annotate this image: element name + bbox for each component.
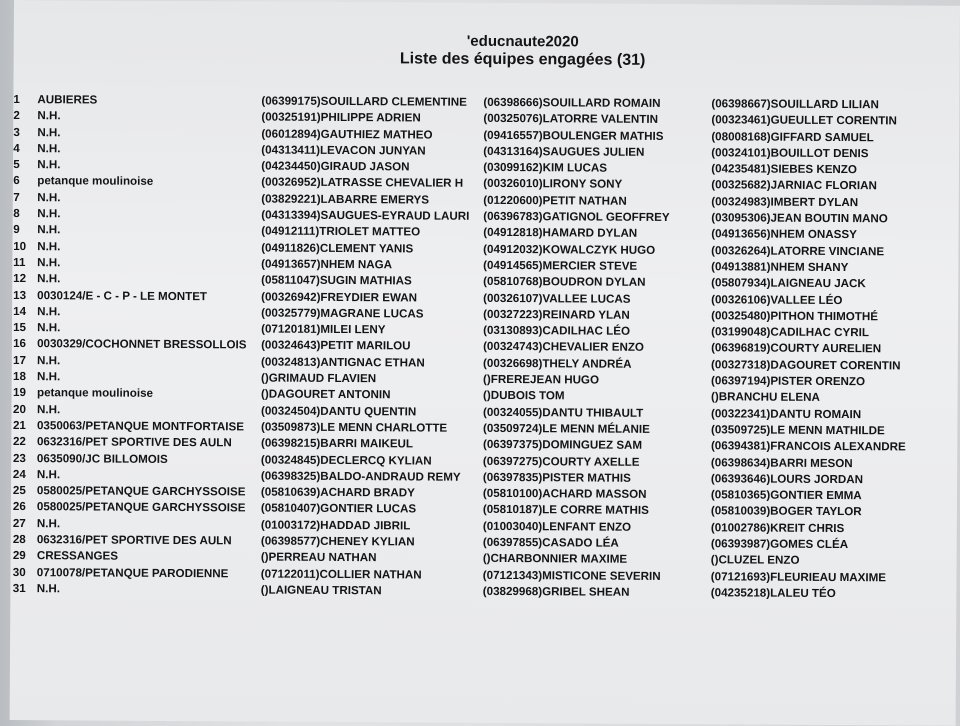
player-2: (07121343)MISTICONE SEVERIN: [482, 568, 661, 583]
player-1: ()PERREAU NATHAN: [260, 550, 377, 565]
team-number: 18: [13, 370, 27, 384]
team-number: 24: [12, 467, 26, 481]
team-number: 14: [13, 304, 27, 318]
team-number: 15: [13, 321, 27, 335]
club-name: N.H.: [36, 582, 61, 596]
player-1: (05810407)GONTIER LUCAS: [260, 501, 417, 516]
player-2: (06397855)CASADO LÉA: [482, 535, 619, 550]
player-2: (03130893)CADILHAC LÉO: [483, 324, 631, 338]
player-1: (04234450)GIRAUD JASON: [261, 159, 410, 174]
club-name: AUBIERES: [37, 93, 98, 107]
club-name: N.H.: [37, 353, 61, 368]
player-3: (00324983)IMBERT DYLAN: [711, 195, 859, 209]
team-number: 5: [13, 158, 20, 172]
player-1: (03829221)LABARRE EMERYS: [261, 192, 430, 207]
player-2: (00326698)THELY ANDRÉA: [483, 356, 632, 371]
team-number: 6: [13, 174, 20, 188]
player-1: (00326952)LATRASSE CHEVALIER H: [261, 175, 464, 191]
club-name: N.H.: [37, 158, 61, 172]
player-2: (00326010)LIRONY SONY: [483, 177, 623, 192]
team-number: 23: [12, 451, 26, 465]
player-1: (04912111)TRIOLET MATTEO: [261, 224, 421, 239]
team-number: 30: [12, 565, 26, 579]
player-1: (07122011)COLLIER NATHAN: [260, 567, 422, 582]
player-1: (05811047)SUGIN MATHIAS: [261, 273, 412, 288]
player-1: (05810639)ACHARD BRADY: [260, 485, 415, 500]
player-2: (03829968)GRIBEL SHEAN: [482, 584, 630, 599]
club-name: N.H.: [36, 402, 61, 416]
document-title: 'educnaute2020: [466, 32, 579, 51]
player-3: (06398634)BARRI MESON: [710, 455, 853, 470]
player-1: (06012894)GAUTHIEZ MATHEO: [261, 127, 433, 142]
player-2: (06397275)COURTY AXELLE: [482, 454, 640, 469]
player-1: (06399175)SOUILLARD CLEMENTINE: [261, 94, 467, 109]
team-number: 25: [12, 484, 26, 498]
player-2: (04912032)KOWALCZYK HUGO: [483, 242, 656, 257]
player-3: (06393646)LOURS JORDAN: [710, 472, 864, 487]
team-number: 13: [13, 288, 27, 302]
document-subtitle: Liste des équipes engagées (31): [399, 50, 646, 69]
player-2: (03509724)LE MENN MÉLANIE: [482, 421, 650, 436]
club-name: N.H.: [37, 305, 61, 319]
player-3: (03095306)JEAN BOUTIN MANO: [711, 211, 888, 226]
player-1: (00325779)MAGRANE LUCAS: [261, 306, 424, 321]
club-name: 0580025/PETANQUE GARCHYSSOISE: [36, 484, 246, 499]
club-name: 0030329/COCHONNET BRESSOLLOIS: [37, 337, 247, 352]
player-3: (03509725)LE MENN MATHILDE: [710, 423, 885, 438]
player-3: (00325480)PITHON THIMOTHÉ: [711, 309, 879, 324]
player-3: ()CLUZEL ENZO: [710, 553, 800, 568]
team-number: 22: [12, 435, 26, 449]
club-name: N.H.: [37, 239, 61, 253]
club-name: N.H.: [37, 207, 61, 221]
player-1: (07120181)MILEI LENY: [261, 322, 386, 337]
player-2: (04912818)HAMARD DYLAN: [483, 226, 638, 241]
player-3: (00326264)LATORRE VINCIANE: [711, 243, 885, 258]
club-name: N.H.: [37, 256, 61, 270]
club-name: N.H.: [36, 516, 61, 531]
player-2: (03099162)KIM LUCAS: [483, 161, 608, 175]
team-number: 20: [12, 402, 26, 416]
team-number: 26: [12, 500, 26, 514]
club-name: 0350063/PETANQUE MONTFORTAISE: [36, 419, 245, 434]
player-3: (00325682)JARNIAC FLORIAN: [711, 178, 877, 193]
player-3: (04235481)SIEBES KENZO: [711, 162, 857, 177]
player-3: (00322341)DANTU ROMAIN: [710, 406, 862, 421]
team-number: 9: [13, 223, 20, 237]
team-number: 31: [12, 581, 26, 595]
club-name: N.H.: [37, 190, 61, 205]
club-name: 0580025/PETANQUE GARCHYSSOISE: [36, 500, 246, 515]
player-3: (05810039)BOGER TAYLOR: [710, 504, 862, 519]
player-1: (04913657)NHEM NAGA: [261, 257, 393, 272]
team-number: 21: [12, 418, 26, 433]
club-name: N.H.: [36, 467, 61, 482]
player-3: (05810365)GONTIER EMMA: [710, 488, 862, 503]
team-number: 2: [13, 109, 20, 123]
team-number: 3: [13, 125, 20, 139]
player-1: (03509873)LE MENN CHARLOTTE: [260, 420, 448, 435]
club-name: N.H.: [37, 321, 61, 335]
player-2: (01003040)LENFANT ENZO: [482, 519, 632, 534]
player-3: (00323461)GUEULLET CORENTIN: [711, 113, 897, 128]
player-1: (04313411)LEVACON JUNYAN: [261, 143, 426, 158]
club-name: N.H.: [37, 142, 61, 156]
team-number: 28: [12, 533, 26, 547]
paper-sheet: [10, 0, 960, 726]
player-2: (06397375)DOMINGUEZ SAM: [482, 438, 643, 453]
player-2: (00326107)VALLEE LUCAS: [483, 291, 631, 306]
player-3: (03199048)CADILHAC CYRIL: [711, 325, 870, 340]
player-1: (06398215)BARRI MAIKEUL: [260, 436, 414, 451]
club-name: N.H.: [37, 223, 61, 237]
player-1: (00324504)DANTU QUENTIN: [260, 404, 417, 419]
player-3: (01002786)KREIT CHRIS: [710, 520, 845, 535]
team-number: 4: [13, 141, 20, 155]
player-2: (04914565)MERCIER STEVE: [483, 258, 638, 273]
player-3: (04913881)NHEM SHANY: [711, 260, 849, 275]
player-2: (06398666)SOUILLARD ROMAIN: [483, 95, 661, 110]
player-2: (00324743)CHEVALIER ENZO: [483, 340, 645, 355]
player-2: (00324055)DANTU THIBAULT: [482, 405, 644, 420]
player-1: ()LAIGNEAU TRISTAN: [260, 583, 382, 598]
player-1: (00324813)ANTIGNAC ETHAN: [261, 355, 425, 370]
teams-table: [10, 92, 959, 603]
player-2: (04313164)SAUGUES JULIEN: [483, 144, 645, 159]
team-number: 10: [13, 239, 27, 253]
club-name: CRESSANGES: [36, 549, 119, 563]
player-3: (00326106)VALLEE LÉO: [711, 292, 843, 307]
player-2: (01220600)PETIT NATHAN: [483, 193, 627, 208]
player-1: (06398577)CHENEY KYLIAN: [260, 534, 415, 549]
team-number: 12: [13, 272, 27, 286]
player-3: (07121693)FLEURIEAU MAXIME: [710, 569, 887, 584]
player-1: (06398325)BALDO-ANDRAUD REMY: [260, 469, 461, 484]
player-1: (01003172)HADDAD JIBRIL: [260, 518, 411, 533]
player-1: (00324845)DECLERCQ KYLIAN: [260, 453, 432, 468]
player-1: (00325191)PHILIPPE ADRIEN: [261, 110, 421, 125]
player-1: (00326942)FREYDIER EWAN: [261, 290, 418, 305]
club-name: 0710078/PETANQUE PARODIENNE: [36, 565, 229, 580]
team-number: 17: [13, 353, 27, 367]
team-number: 27: [12, 516, 26, 530]
player-3: (00327318)DAGOURET CORENTIN: [711, 358, 901, 373]
player-2: (00325076)LATORRE VALENTIN: [483, 112, 659, 127]
player-2: ()FREREJEAN HUGO: [483, 372, 600, 387]
club-name: N.H.: [37, 370, 61, 384]
player-1: ()GRIMAUD FLAVIEN: [261, 371, 377, 386]
team-number: 11: [13, 255, 26, 270]
team-number: 8: [13, 207, 20, 221]
team-number: 19: [13, 386, 26, 400]
club-name: N.H.: [37, 125, 61, 139]
player-2: ()DUBOIS TOM: [482, 389, 565, 403]
club-name: 0632316/PET SPORTIVE DES AULN: [36, 533, 232, 548]
player-2: (06397835)PISTER MATHIS: [482, 470, 631, 485]
player-3: (06397194)PISTER ORENZO: [711, 374, 866, 389]
player-3: ()BRANCHU ELENA: [710, 390, 820, 405]
player-3: (00324101)BOUILLOT DENIS: [711, 146, 869, 161]
player-3: (06393987)GOMES CLÉA: [710, 537, 849, 552]
club-name: N.H.: [37, 109, 61, 123]
club-name: petanque moulinoise: [37, 174, 154, 189]
team-number: 1: [13, 92, 20, 107]
player-2: (06396783)GATIGNOL GEOFFREY: [483, 209, 670, 225]
player-3: (08008168)GIFFARD SAMUEL: [711, 129, 874, 144]
player-3: (04913656)NHEM ONASSY: [711, 227, 857, 242]
player-1: ()DAGOURET ANTONIN: [260, 387, 391, 402]
player-3: (04235218)LALEU TÉO: [710, 586, 836, 600]
player-2: (05810768)BOUDRON DYLAN: [483, 275, 646, 290]
player-1: (04313394)SAUGUES-EYRAUD LAURI: [261, 208, 470, 223]
club-name: N.H.: [37, 272, 61, 286]
player-1: (00324643)PETIT MARILOU: [261, 338, 411, 353]
player-1: (04911826)CLEMENT YANIS: [261, 241, 414, 256]
player-3: (05807934)LAIGNEAU JACK: [711, 276, 866, 291]
player-2: (00327223)REINARD YLAN: [483, 307, 630, 322]
player-2: (05810100)ACHARD MASSON: [482, 486, 647, 501]
player-2: ()CHARBONNIER MAXIME: [482, 552, 628, 567]
team-number: 7: [13, 190, 20, 204]
club-name: 0632316/PET SPORTIVE DES AULN: [36, 435, 232, 450]
player-2: (05810187)LE CORRE MATHIS: [482, 503, 649, 518]
club-name: 0635090/JC BILLOMOIS: [36, 451, 168, 466]
team-number: 16: [13, 337, 27, 351]
player-2: (09416557)BOULENGER MATHIS: [483, 128, 664, 143]
club-name: petanque moulinoise: [37, 386, 154, 401]
club-name: 0030124/E - C - P - LE MONTET: [37, 288, 208, 303]
player-3: (06394381)FRANCOIS ALEXANDRE: [710, 439, 906, 454]
team-number: 29: [12, 549, 26, 563]
player-3: (06396819)COURTY AURELIEN: [711, 341, 882, 356]
player-3: (06398667)SOUILLARD LILIAN: [711, 97, 879, 112]
